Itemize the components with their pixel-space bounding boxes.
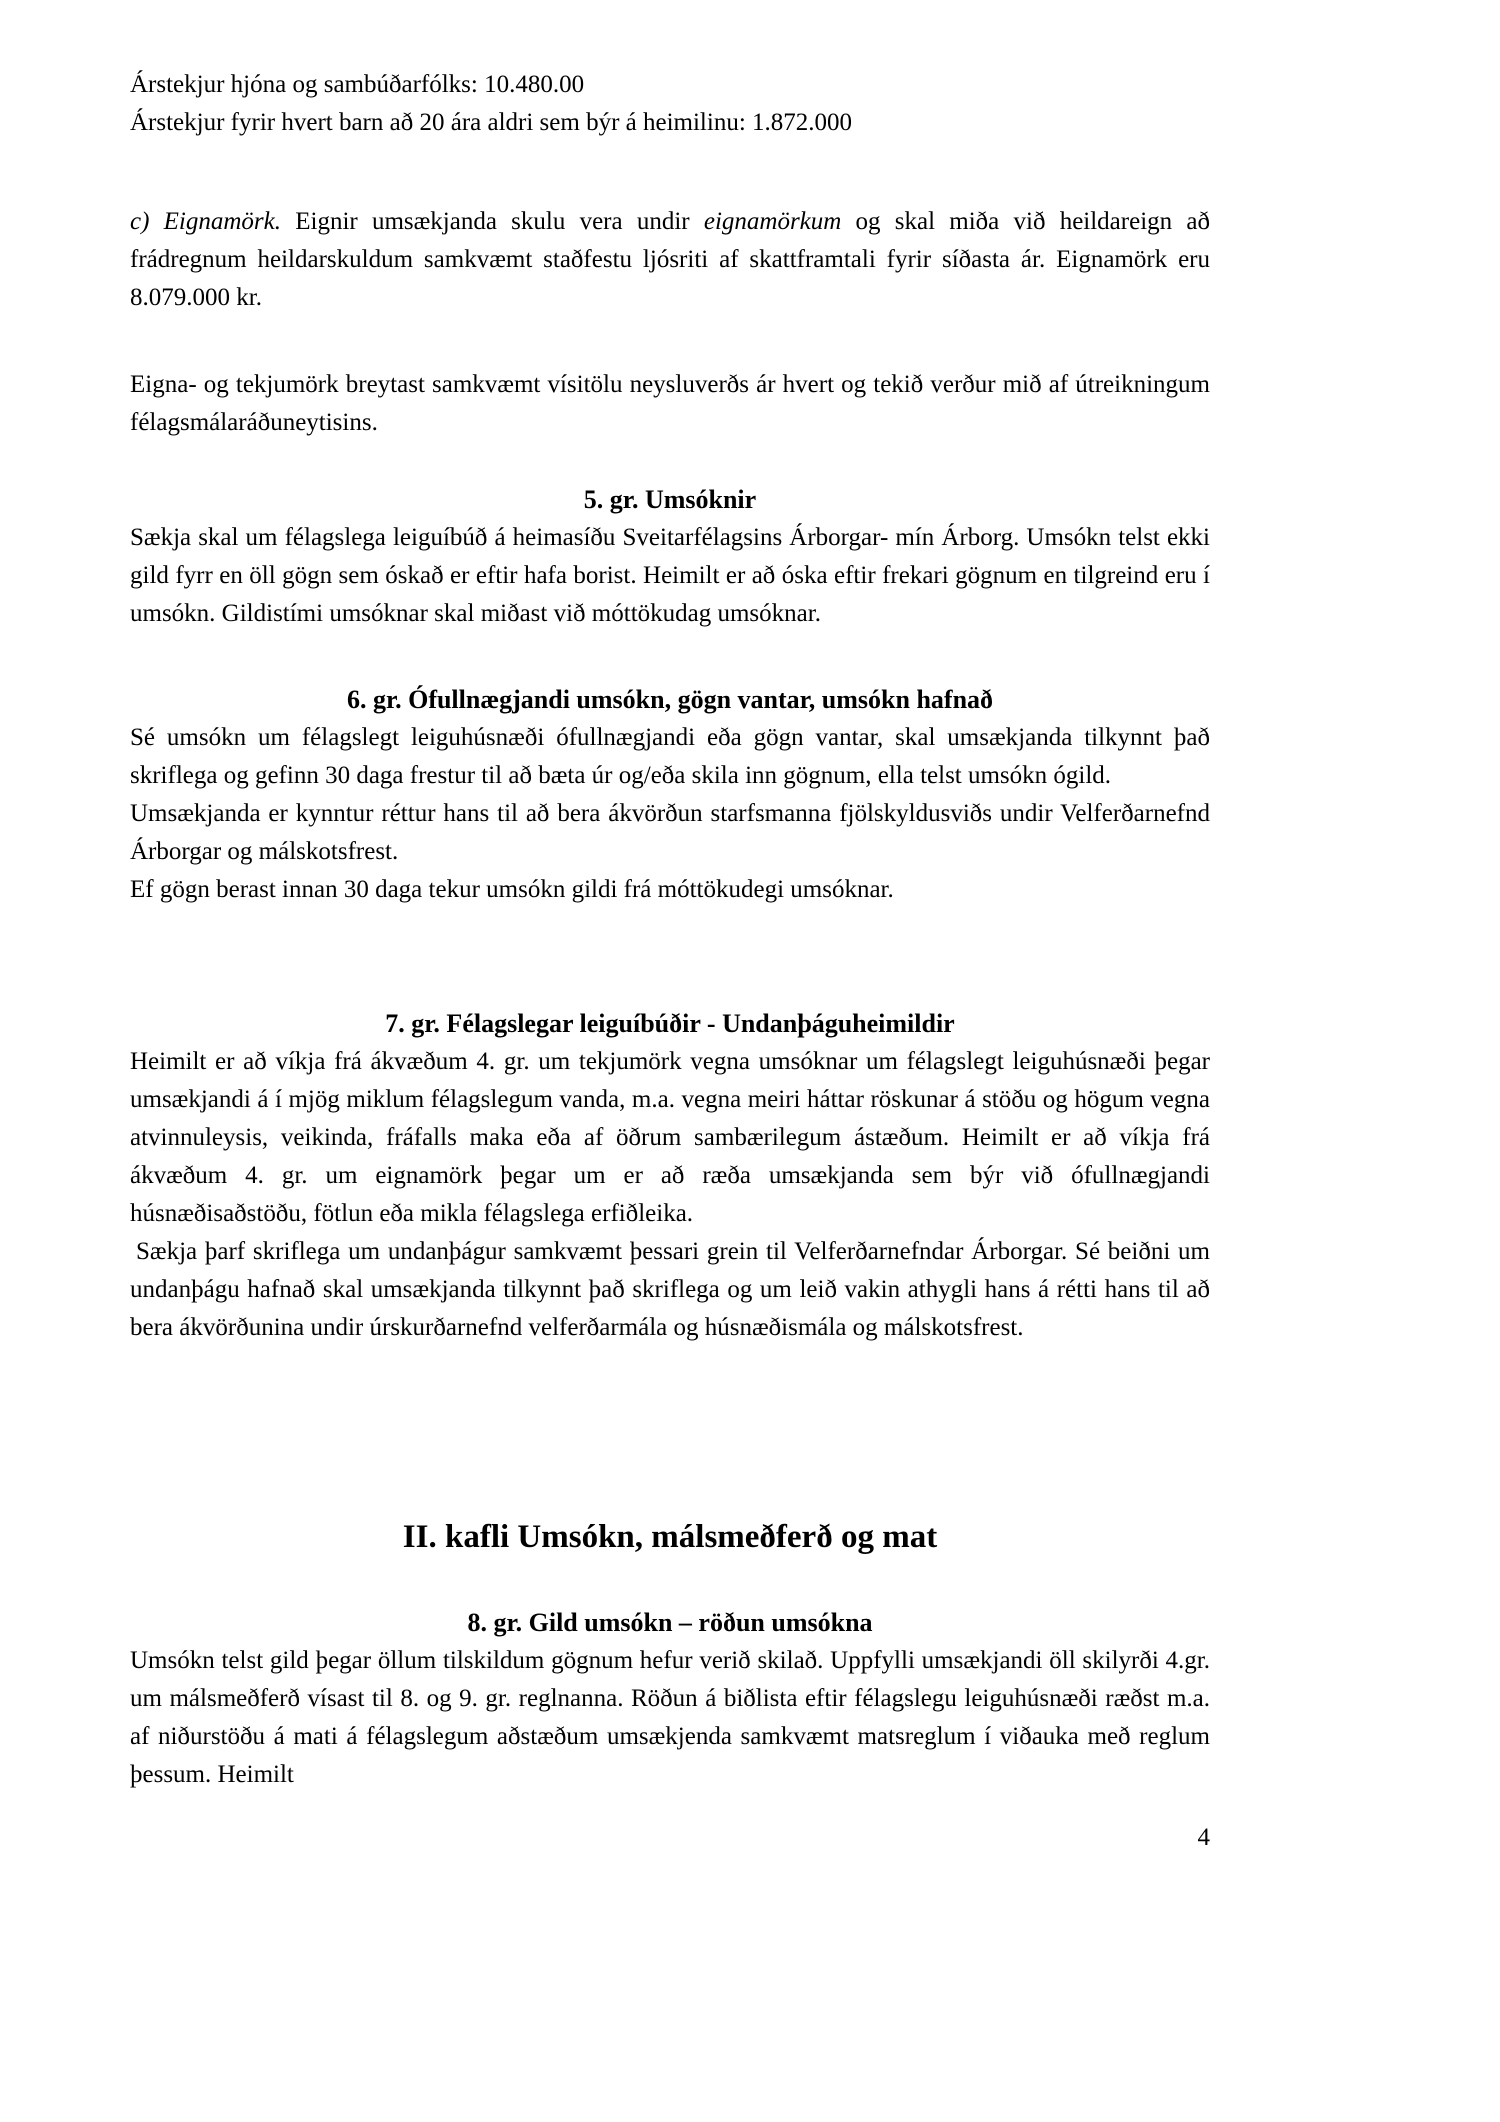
intro-income-lines — [130, 66, 1210, 142]
annual-income-per-child-line: Árstekjur fyrir hvert barn að 20 ára aldri sem býr á heimilinu: 1.872.000 — [130, 109, 853, 136]
section-7-paragraph-1: Heimilt er að víkja frá ákvæðum 4. gr. um tekjumörk vegna umsóknar um félagslegt leiguhúsnæði þegar umsækjandi á í mjög miklum félagslegum vanda, m.a. vegna meiri háttar röskunar á stöðu og högum vegna atvinnuleysis, veikinda, fráfalls maka eða af öðrum sambærilegum ástæðum. Heimilt er að víkja frá ákvæðum 4. gr. um eignamörk þegar um er að ræða umsækjanda sem býr við ófullnægjandi húsnæðisaðstöðu, fötlun eða mikla félagslega erfiðleika. — [130, 1048, 1210, 1227]
paragraph-asset-limits-c — [130, 203, 1210, 317]
section-6-paragraph-2: Umsækjanda er kynntur réttur hans til að bera ákvörðun starfsmanna fjölskyldusviðs undir Velferðarnefnd Árborgar og málskotsfrest. — [130, 800, 1210, 865]
section-6-paragraph-3: Ef gögn berast innan 30 daga tekur umsókn gildi frá móttökudegi umsóknar. — [130, 876, 894, 903]
paragraph-limits-indexation: Eigna- og tekjumörk breytast samkvæmt vísitölu neysluverðs ár hvert og tekið verður mið af útreikningum félagsmálaráðuneytisins. — [130, 371, 1210, 436]
paragraph-c-italic-term: eignamörkum — [703, 208, 842, 235]
section-7-paragraph-2: Sækja þarf skriflega um undanþágur samkvæmt þessari grein til Velferðarnefndar Árborgar. Sé beiðni um undanþágu hafnað skal umsækjanda tilkynnt það skriflega og um leið vakin athygli hans á rétti hans til að bera ákvörðunina undir úrskurðarnefnd velferðarmála og húsnæðismála og málskotsfrest. — [130, 1238, 1210, 1341]
page-number: 4 — [1197, 1824, 1210, 1851]
section-7-heading: 7. gr. Félagslegar leiguíbúðir - Undanþáguheimildir — [385, 1009, 955, 1038]
section-5-heading: 5. gr. Umsóknir — [583, 485, 757, 514]
annual-income-couples-line: Árstekjur hjóna og sambúðarfólks: 10.480.00 — [130, 71, 585, 98]
section-8-body: Umsókn telst gild þegar öllum tilskildum gögnum hefur verið skilað. Uppfylli umsækjandi öll skilyrði 4.gr. um málsmeðferð vísast til 8. og 9. gr. reglnanna. Röðun á biðlista eftir félagslegu leiguhúsnæði ræðst m.a. af niðurstöðu á mati á félagslegum aðstæðum umsækjenda samkvæmt matsreglum í viðauka með reglum þessum. Heimilt — [130, 1647, 1210, 1788]
section-6-paragraph-1: Sé umsókn um félagslegt leiguhúsnæði ófullnægjandi eða gögn vantar, skal umsækjanda tilkynnt það skriflega og gefinn 30 daga frestur til að bæta úr og/eða skila inn gögnum, ella telst umsókn ógild. — [130, 724, 1210, 789]
chapter-2-heading: II. kafli Umsókn, málsmeðferð og mat — [402, 1519, 938, 1555]
section-5-body: Sækja skal um félagslega leiguíbúð á heimasíðu Sveitarfélagsins Árborgar- mín Árborg. Umsókn telst ekki gild fyrr en öll gögn sem óskað er eftir hafa borist. Heimilt er að óska eftir frekari gögnum en tilgreind eru í umsókn. Gildistími umsóknar skal miðast við móttökudag umsóknar. — [130, 524, 1210, 627]
paragraph-c-text-1: Eignir umsækjanda skulu vera undir — [281, 208, 704, 235]
section-8-heading: 8. gr. Gild umsókn – röðun umsókna — [467, 1608, 873, 1637]
paragraph-c-text-2: og skal miða við heildareign að frádregnum heildarskuldum samkvæmt staðfestu ljósriti af skattframtali fyrir síðasta ár. Eignamörk eru 8.079.000 kr. — [130, 208, 1210, 311]
section-6-heading: 6. gr. Ófullnægjandi umsókn, gögn vantar, umsókn hafnað — [346, 685, 994, 714]
paragraph-c-lead-italic: c) Eignamörk. — [130, 208, 281, 235]
